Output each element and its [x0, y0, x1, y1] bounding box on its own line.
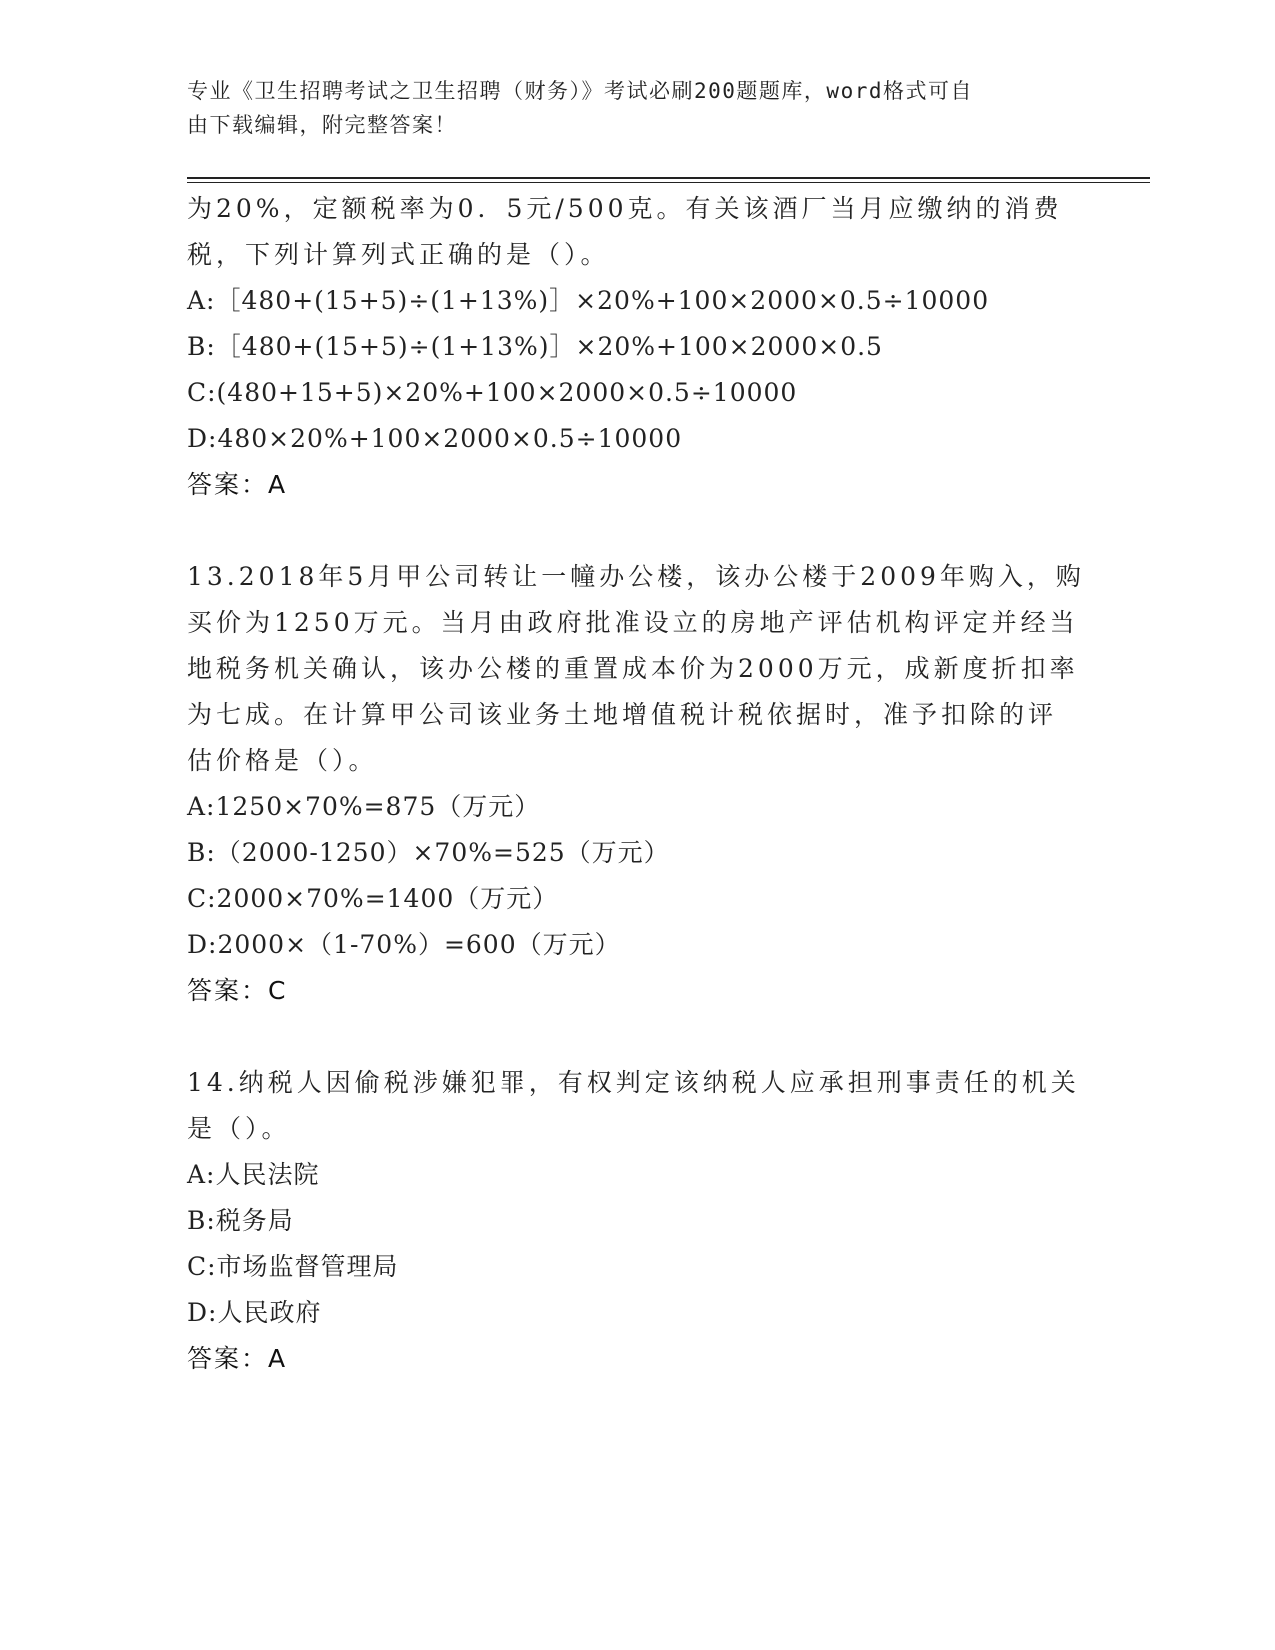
question-stem-line: 买价为1250万元。当月由政府批准设立的房地产评估机构评定并经当 [187, 608, 1079, 637]
answer-label: 答案：A [187, 470, 288, 499]
option-a: A:1250×70%=875（万元） [187, 792, 541, 821]
header-line-2: 由下载编辑，附完整答案！ [187, 113, 457, 137]
option-a: A:人民法院 [187, 1160, 320, 1189]
question-content [187, 186, 1087, 1382]
option-a: A:［480+(15+5)÷(1+13%)］×20%+100×2000×0.5÷10000 [187, 286, 990, 315]
question-stem-line: 14.纳税人因偷税涉嫌犯罪，有权判定该纳税人应承担刑事责任的机关 [187, 1068, 1080, 1097]
option-c: C:市场监督管理局 [187, 1252, 399, 1281]
page-header [187, 74, 1067, 142]
option-d: D:2000×（1-70%）=600（万元） [187, 930, 621, 959]
spacer [187, 1014, 1087, 1060]
question-stem-line: 估价格是（）。 [187, 746, 378, 775]
header-divider-thick [187, 177, 1150, 179]
question-stem-line: 是（）。 [187, 1114, 291, 1143]
option-c: C:2000×70%=1400（万元） [187, 884, 559, 913]
question-stem-line: 地税务机关确认，该办公楼的重置成本价为2000万元，成新度折扣率 [187, 654, 1079, 683]
question-stem-line: 为20%，定额税率为0．5元/500克。有关该酒厂当月应缴纳的消费 [187, 194, 1063, 223]
header-divider-thin [187, 182, 1150, 183]
spacer [187, 508, 1087, 554]
option-d: D:480×20%+100×2000×0.5÷10000 [187, 424, 683, 453]
option-b: B:（2000-1250）×70%=525（万元） [187, 838, 670, 867]
question-stem-line: 13.2018年5月甲公司转让一幢办公楼，该办公楼于2009年购入，购 [187, 562, 1085, 591]
answer-label: 答案：A [187, 1344, 288, 1373]
option-d: D:人民政府 [187, 1298, 322, 1327]
question-stem-line: 为七成。在计算甲公司该业务土地增值税计税依据时，准予扣除的评 [187, 700, 1058, 729]
question-stem-line: 税，下列计算列式正确的是（）。 [187, 240, 610, 269]
option-c: C:(480+15+5)×20%+100×2000×0.5÷10000 [187, 378, 798, 407]
question-14 [187, 1060, 1087, 1382]
question-13 [187, 554, 1087, 1014]
question-12 [187, 186, 1087, 508]
option-b: B:［480+(15+5)÷(1+13%)］×20%+100×2000×0.5 [187, 332, 883, 361]
header-line-1: 专业《卫生招聘考试之卫生招聘（财务）》考试必刷200题题库，word格式可自 [187, 79, 973, 103]
option-b: B:税务局 [187, 1206, 294, 1235]
answer-label: 答案：C [187, 976, 288, 1005]
